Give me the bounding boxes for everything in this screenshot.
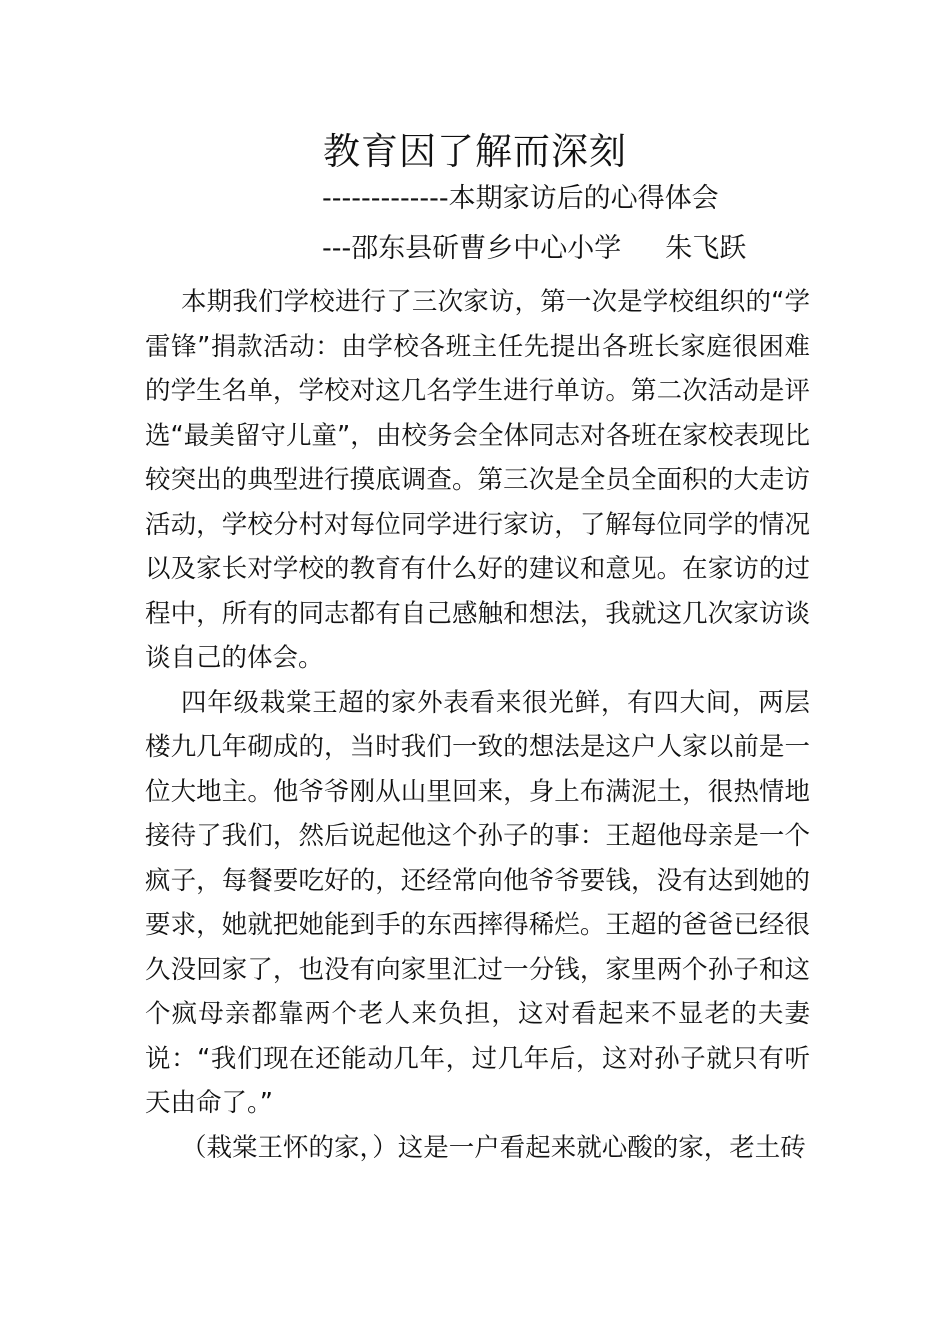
byline-author: 朱飞跃 [665, 233, 747, 264]
paragraph-intro: 本期我们学校进行了三次家访，第一次是学校组织的“学雷锋”捐款活动：由学校各班主任先提出各班长家庭很困难的学生名单，学校对这几名学生进行单访。第二次活动是评选“最美留守儿童”，由校务会全体同志对各班在家校表现比较突出的典型进行摸底调查。第三次是全员全面积的大走访活动，学校分村对每位同学进行家访，了解每位同学的情况以及家长对学校的教育有什么好的建议和意见。在家访的过程中，所有的同志都有自己感触和想法，我就这几次家访谈谈自己的体会。 [145, 287, 810, 673]
document-body [145, 280, 810, 1170]
paragraph-wang-huai: （栽棠王怀的家，）这是一户看起来就心酸的家，老土砖 [181, 1132, 806, 1163]
document-subtitle: -------------本期家访后的心得体会 [322, 183, 719, 214]
document-byline [322, 229, 746, 269]
paragraph-wang-chao: 四年级栽棠王超的家外表看来很光鲜，有四大间，两层楼九几年砌成的，当时我们一致的想法是这户人家以前是一位大地主。他爷爷刚从山里回来，身上布满泥土，很热情地接待了我们，然后说起他这个孙子的事：王超他母亲是一个疯子，每餐要吃好的，还经常向他爷爷要钱，没有达到她的要求，她就把她能到手的东西摔得稀烂。王超的爸爸已经很久没回家了，也没有向家里汇过一分钱，家里两个孙子和这个疯母亲都靠两个老人来负担，这对看起来不显老的夫妻说：“我们现在还能动几年，过几年后，这对孙子就只有听天由命了。” [145, 687, 810, 1118]
byline-school: ---邵东县斫曹乡中心小学 [322, 233, 622, 264]
document-title: 教育因了解而深刻 [323, 130, 627, 173]
